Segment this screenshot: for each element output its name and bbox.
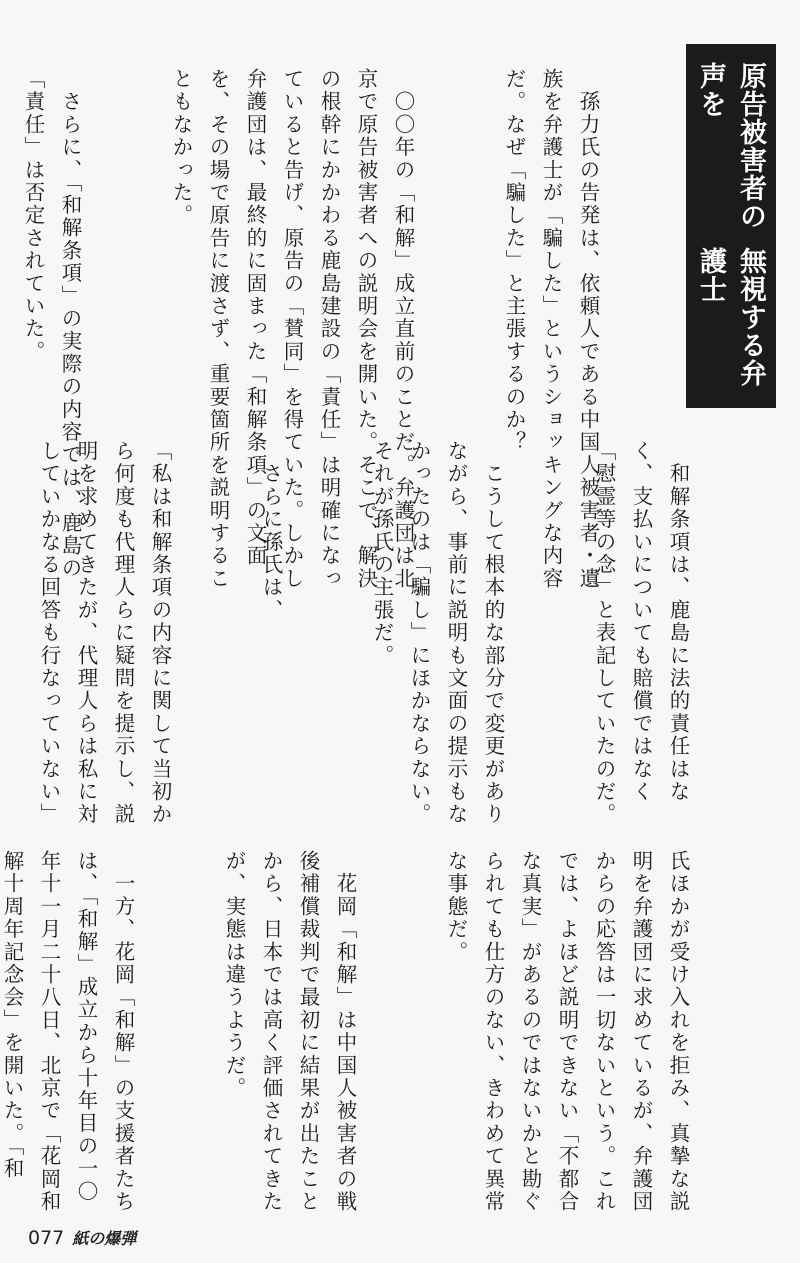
article-heading <box>686 44 776 408</box>
paragraph: 孫力氏の告発は、依頼人である中国人被害者・遺族を弁護士が「騙した」というショッキングな内容だ。なぜ「騙した」と主張するのか？ <box>502 68 600 591</box>
heading-line-2: 無視する弁護士 <box>695 246 766 387</box>
heading-line-1: 原告被害者の声を <box>695 62 766 230</box>
paragraph: 〇〇年の「和解」成立直前のことだ。弁護団は北京で原告被害者への説明会を開いた。そこで、解決の根幹にかかわる鹿島建設の「責任」は明確になっていると告げ、原告の「賛同」を得ていた。しかし弁護団は、最終的に固まった「和解条項」の文面を、その場で原告に渡さず、重要箇所を説明することもなかった。 <box>169 68 415 591</box>
middle-text-block <box>37 440 770 835</box>
paragraph: さらに、「和解条項」の実際の内容では、鹿島の「責任」は否定されていた。 <box>21 68 82 580</box>
paragraph: 和解条項は、鹿島に法的責任はなく、支払いについても賠償ではなく「慰霊等の念」と表記していたのだ。 <box>592 440 690 826</box>
paragraph: 花岡「和解」は中国人被害者の戦後補償裁判で最初に結果が出たことから、日本では高く評価されてきたが、実態は違うようだ。 <box>222 850 357 1214</box>
paragraph: 一方、花岡「和解」の支援者たちは、「和解」成立から十年目の一〇年十一月二十八日、北京で「花岡和解十周年記念会」を開いた。「和 <box>0 850 135 1214</box>
lower-text-block <box>0 850 770 1215</box>
page-footer <box>28 1226 136 1249</box>
page-number: 077 <box>28 1227 65 1249</box>
paragraph: こうして根本的な部分で変更がありながら、事前に説明も文面の提示もなかったのは「騙し」にほかならない。それが孫氏の主張だ。 <box>370 440 505 826</box>
magazine-logo: 紙の爆弾 <box>72 1229 137 1248</box>
quote-paragraph: 「私は和解条項の内容に関して当初から何度も代理人らに疑問を提示し、説明を求めてきたが、代理人らは私に対していかなる回答も行なっていない」 <box>37 440 172 826</box>
paragraph: さらに孫氏は、 <box>259 440 283 622</box>
paragraph: 氏ほかが受け入れを拒み、真摯な説明を弁護団に求めているが、弁護団からの応答は一切ないという。これでは、よほど説明できない「不都合な真実」があるのではないかと勘ぐられても仕方のない、きわめて異常な事態だ。 <box>444 850 690 1214</box>
